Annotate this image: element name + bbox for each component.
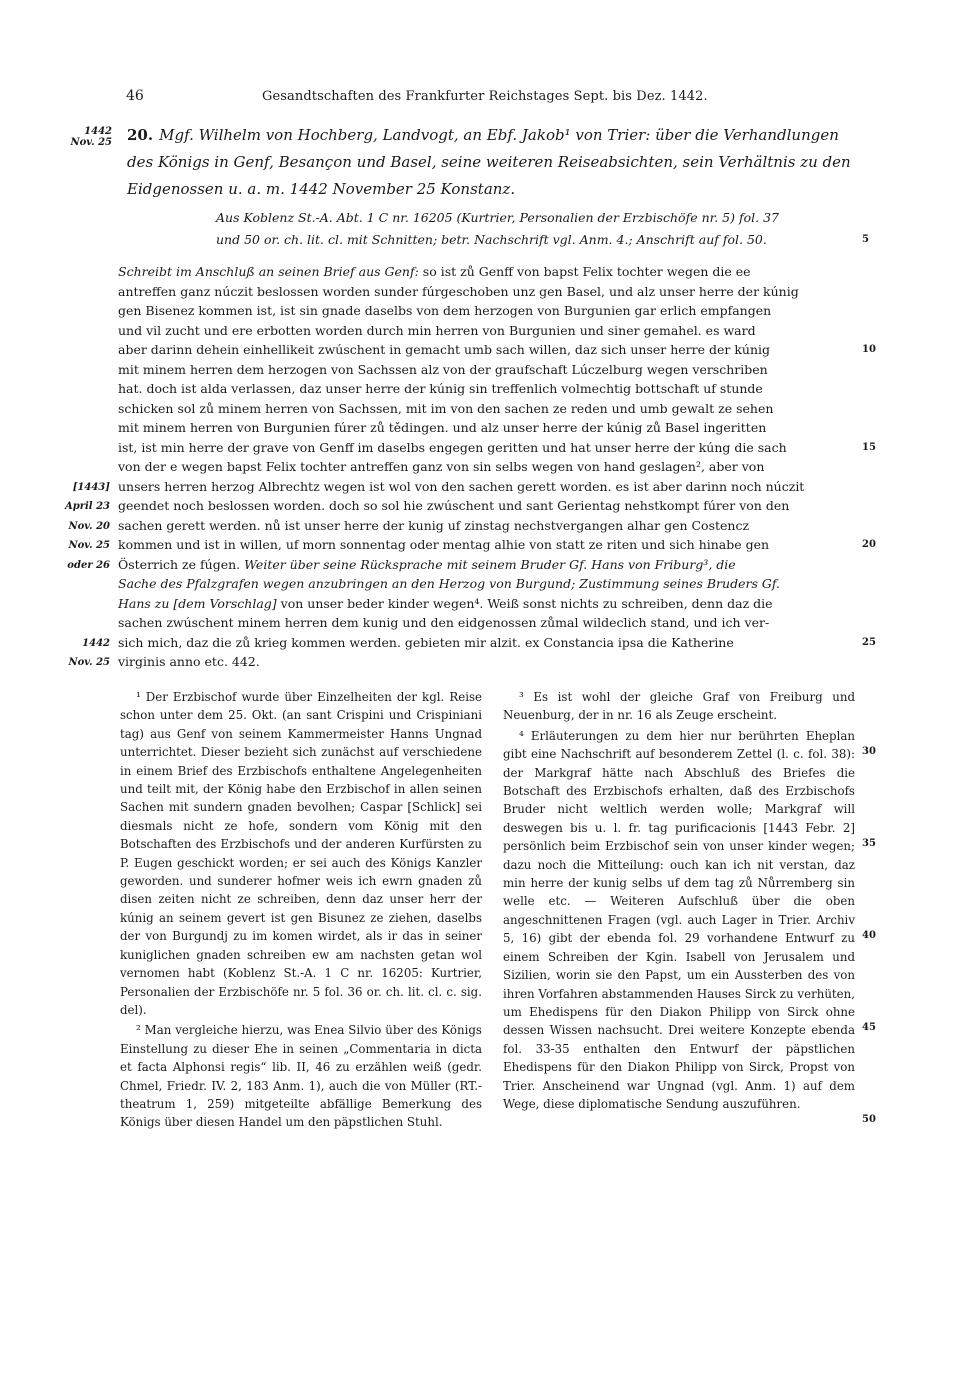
footnote: ¹ Der Erzbischof wurde über Einzelheiten der kgl. Reise schon unter dem 25. Okt. (an sant Crispini und Crispiniani tag) aus Genf von seinem Kammermeister Hanns Ungnad unterrichtet. Dieser bezieht sich zunächst auf verschiedene in einem Brief des Erzbischofs enthaltene Angelegenheiten und teilt mit, der König habe den Erzbischof in allen seinen Sachen mit sundern gnaden bevolhen; Caspar [Schlick] sei diesmals nicht ze hofe, sondern vom König mit den Botschaften des Erzbischofs und der anderen Kurfürsten zu P. Eugen geschickt worden; er sei auch des Königs Kanzler geworden. und sunderer hofmer weis ich ewrn gnaden zů disen zeiten nicht ze schreiben, denn daz unser herr der kúnig an seinem gevert ist gen Bisunez ze ziehen, daselbs der von Burgundj zu im komen wirdet, als ir das in seiner kuniglichen gnaden schreiben ew am nachsten getan wol vernomen habt (Koblenz St.-A. 1 C nr. 16205: Kurtrier, Personalien der Erzbischöfe nr. 5 fol. 36 or. ch. lit. cl. c. sig. del). bbox=[120, 690, 482, 1017]
body-line: hat. doch ist alda verlassen, daz unser herre der kúnig sin treffenlich volmechtig bottschaft uf stunde bbox=[118, 381, 763, 396]
document-title: Mgf. Wilhelm von Hochberg, Landvogt, an Ebf. Jakob¹ von Trier: über die Verhandlungen des Königs in Genf, Besançon und Basel, seine weiteren Reiseabsichten, sein Verhältnis zu den Eidgenossen u. a. m. 1442 November 25 Konstanz. bbox=[127, 126, 851, 198]
source-line-2: und 50 or. ch. lit. cl. mit Schnitten; betr. Nachschrift vgl. Anm. 4.; Anschrift auf fol. 50. bbox=[216, 232, 767, 247]
body-line: aber darinn dehein einhellikeit zwúschent in gemacht umb sach willen, daz sich unser herre der kúnig bbox=[118, 342, 771, 357]
body-line: unsers herren herzog Albrechtz wegen ist wol von den sachen gerett worden. es ist aber darinn noch núczit bbox=[118, 478, 805, 494]
body-line: virginis anno etc. 442. bbox=[118, 654, 260, 669]
body-line: ist, ist min herre der grave von Genff im daselbs engegen geritten und hat unser herre der kúng die sach bbox=[118, 439, 787, 455]
footnote: ² Man vergleiche hierzu, was Enea Silvio über des Königs Einstellung zu dieser Ehe in seinen „Commentaria in dicta et facta Alphonsi regis“ lib. II, 46 zu erzählen weiß (gedr. Chmel, Friedr. IV. 2, 183 Anm. 1), auch die von Müller (RT.-theatrum 1, 259) mitgeteilte abfällige Bemerkung des Königs über diesen Handel um den päpstlichen Stuhl. bbox=[120, 1023, 482, 1130]
source-note bbox=[216, 207, 856, 251]
line-number: 30 bbox=[862, 746, 876, 758]
body-line: Hans zu [dem Vorschlag] von unser beder kinder wegen⁴. Weiß sonst nichts zu schreiben, denn daz die bbox=[118, 595, 773, 611]
line-number: 50 bbox=[862, 1114, 876, 1126]
body-line: und vil zucht und ere erbotten worden durch min herren von Burgunien und siner gemahel. es ward bbox=[118, 322, 756, 338]
line-number: 5 bbox=[862, 234, 869, 245]
body-line: Schreibt im Anschluß an seinen Brief aus Genf: so ist zů Genff von bapst Felix tochter wegen die ee bbox=[118, 264, 751, 279]
body-line: sachen zwúschent minem herren dem kunig und den eidgenossen zůmal wildeclich stand, und ich ver- bbox=[118, 615, 770, 630]
body-line: antreffen ganz núczit beslossen worden sunder fúrgeschoben unz gen Basel, und alz unser herre der kúnig bbox=[118, 283, 799, 299]
margin-date: oder 26 bbox=[67, 559, 110, 571]
body-line: Sache des Pfalzgrafen wegen anzubringen an den Herzog von Burgund; Zustimmung seines Bruders Gf. bbox=[118, 576, 780, 591]
running-title: Gesandtschaften des Frankfurter Reichstages Sept. bis Dez. 1442. bbox=[262, 89, 708, 104]
document-date-margin: 1442 Nov. 25 bbox=[70, 126, 112, 148]
body-line: schicken sol zů minem herren von Sachssen, mit im von den sachen ze reden und umb gewalt ze sehen bbox=[118, 400, 774, 416]
margin-date: 1442 bbox=[82, 637, 110, 649]
body-line: kommen und ist in willen, uf morn sonnentag oder mentag alhie von statt ze riten und sich hinabe gen bbox=[118, 537, 770, 552]
footnote: ³ Es ist wohl der gleiche Graf von Freiburg und Neuenburg, der in nr. 16 als Zeuge erscheint. bbox=[503, 690, 855, 723]
margin-date: [1443] bbox=[72, 481, 110, 493]
line-number: 40 bbox=[862, 930, 876, 942]
source-line-1: Aus Koblenz St.-A. Abt. 1 C nr. 16205 (Kurtrier, Personalien der Erzbischöfe nr. 5) fol. 37 bbox=[216, 210, 779, 225]
line-number: 45 bbox=[862, 1022, 876, 1034]
footnotes-left-column bbox=[120, 688, 482, 1134]
footnotes-right-column bbox=[503, 688, 855, 1115]
letter-body bbox=[118, 262, 860, 672]
margin-date: Nov. 20 bbox=[68, 520, 110, 532]
body-line: Österrich ze fúgen. Weiter über seine Rücksprache mit seinem Bruder Gf. Hans von Friburg³, die bbox=[118, 556, 736, 572]
line-number: 10 bbox=[862, 344, 876, 355]
line-number: 35 bbox=[862, 838, 876, 850]
document-number: 20. bbox=[127, 126, 154, 144]
body-line: sich mich, daz die zů krieg kommen werden. gebieten mir alzit. ex Constancia ipsa die Katherine bbox=[118, 634, 734, 650]
body-line: mit minem herren von Burgunien fúrer zů tědingen. und alz unser herre der kúnig zů Basel ingeritten bbox=[118, 420, 767, 435]
running-header bbox=[126, 88, 730, 106]
body-line: mit minem herren dem herzogen von Sachssen alz von der graufschaft Lúczelburg wegen verschriben bbox=[118, 361, 768, 377]
body-line: geendet noch beslossen worden. doch so sol hie zwúschent und sant Gerientag nehstkompt fúrer von den bbox=[118, 498, 790, 513]
page-number: 46 bbox=[126, 88, 144, 104]
body-line: sachen gerett werden. nů ist unser herre der kunig uf zinstag nechstvergangen alhar gen Costencz bbox=[118, 517, 750, 533]
margin-date: Nov. 25 bbox=[68, 540, 110, 551]
line-number: 15 bbox=[862, 441, 876, 453]
footnote: ⁴ Erläuterungen zu dem hier nur berührten Eheplan gibt eine Nachschrift auf besonderem Zettel (l. c. fol. 38): der Markgraf hätte nach Abschluß des Briefes die Botschaft des Erzbischofs erhalten, daß des Erzbischofs Bruder nicht weltlich werden wolle; Markgraf will deswegen bis u. l. fr. tag purificacionis [1443 Febr. 2] persönlich beim Erzbischof sein von unser kinder wegen; dazu noch die Mitteilung: ouch kan ich nit verstan, daz min herre der kunig selbs uf dem tag zů Nůrremberg sin welle etc. — Weiteren Aufschluß über die oben angeschnittenen Fragen (vgl. auch Lager in Trier. Archiv 5, 16) gibt der ebenda fol. 29 vorhandene Entwurf zu einem Schreiben der Kgin. Isabell von Jerusalem und Sizilien, worin sie den Papst, um ein Aussterben des von ihren Vorfahren abstammenden Hauses Sirck zu verhüten, um Ehedispens für den Diakon Philipp von Sirck ohne dessen Wissen nachsucht. Drei weitere Konzepte ebenda fol. 33-35 enthalten den Entwurf der päpstlichen Ehedispens für den Diakon Philipp von Sirck, Propst von Trier. Anscheinend war Ungnad (vgl. Anm. 1) auf dem Wege, diese diplomatische Sendung auszuführen. bbox=[503, 728, 855, 1111]
document-heading bbox=[127, 122, 859, 203]
body-line: gen Bisenez kommen ist, ist sin gnade daselbs von dem herzogen von Burgunien gar erlich empfangen bbox=[118, 303, 772, 318]
line-number: 25 bbox=[862, 636, 876, 648]
margin-date: April 23 bbox=[64, 501, 110, 512]
margin-date: Nov. 25 bbox=[68, 657, 110, 668]
line-number: 20 bbox=[862, 539, 876, 550]
body-line: von der e wegen bapst Felix tochter antreffen ganz von sin selbs wegen von hand geslagen², aber von bbox=[118, 459, 765, 474]
